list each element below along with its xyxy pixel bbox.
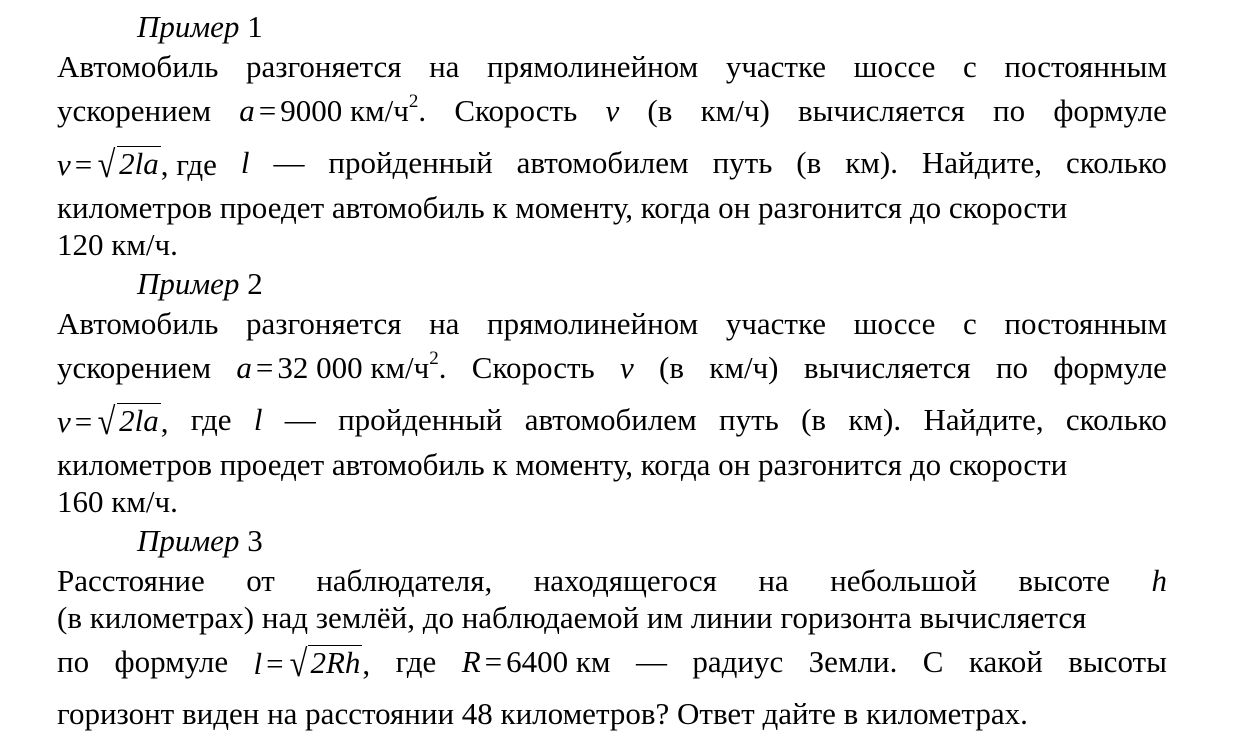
word: радиус — [692, 644, 784, 679]
word: автомобилем — [516, 145, 689, 180]
word: — — [635, 644, 667, 679]
word: Найдите, — [923, 402, 1044, 437]
var-l: l — [240, 145, 250, 180]
earth-radius-formula — [462, 644, 611, 680]
word: от — [246, 562, 275, 598]
radicand: 2la — [119, 146, 159, 182]
word: (в — [659, 350, 684, 385]
var-l: l — [253, 645, 263, 681]
example-1-title-num: 1 — [247, 9, 263, 44]
word: сколько — [1065, 402, 1167, 437]
word: Автомобиль — [57, 305, 219, 341]
word: разгоняется — [245, 305, 402, 341]
word: км/ч) — [700, 93, 770, 128]
word: на — [429, 305, 460, 341]
text-line: 120 км/ч. — [57, 226, 178, 262]
exponent: 2 — [408, 91, 419, 112]
example-2-line-4 — [57, 446, 1167, 483]
example-3-line-2 — [57, 599, 1167, 636]
square-root — [96, 400, 160, 443]
word: — — [284, 402, 316, 437]
example-3-title-num: 3 — [247, 523, 263, 558]
word: высоты — [1068, 644, 1167, 679]
example-1-title-word: Пример — [137, 9, 240, 44]
word: шоссе — [853, 48, 936, 84]
var-h: h — [1151, 562, 1167, 598]
word: автомобилем — [524, 402, 697, 437]
word: на — [758, 562, 789, 598]
word: высоте — [1018, 562, 1110, 598]
word: участке — [725, 305, 827, 341]
word: (в — [796, 145, 822, 180]
example-2-line-2 — [57, 342, 1167, 394]
text-line: километров проедет автомобиль к моменту, когда он разгонится до скорости — [57, 189, 1068, 225]
word: пройденный — [328, 145, 493, 180]
word: вычисляется — [803, 350, 971, 385]
word: С — [922, 644, 944, 679]
word: какой — [968, 644, 1043, 679]
word: км). — [848, 402, 902, 437]
word: (в — [647, 93, 673, 128]
word: пройденный — [338, 402, 503, 437]
acceleration-formula: a = 9000 $км/ч^2$. — [239, 91, 427, 128]
example-1-line-1 — [57, 48, 1167, 85]
word: сколько — [1065, 145, 1167, 180]
var-l: l — [253, 402, 263, 437]
word: разгоняется — [245, 48, 402, 84]
text-line: 160 км/ч. — [57, 483, 178, 519]
equals-sign: = — [258, 93, 277, 128]
word: путь — [712, 145, 773, 180]
equals-sign: = — [484, 644, 503, 679]
word: , — [362, 645, 371, 681]
radicand: 2Rh — [310, 645, 361, 681]
word: небольшой — [830, 562, 977, 598]
var-v: v — [619, 350, 634, 385]
text-line: километров проедет автомобиль к моменту, когда он разгонится до скорости — [57, 446, 1068, 482]
example-3-line-1 — [57, 562, 1167, 599]
acceleration-value: 32 000 км/ч — [277, 350, 430, 385]
equals-sign: = — [266, 645, 284, 681]
word: наблюдателя, — [316, 562, 493, 598]
word: Расстояние — [57, 562, 205, 598]
word: км). — [845, 145, 898, 180]
example-1-line-2 — [57, 85, 1167, 137]
word: формуле — [1053, 93, 1167, 128]
word: шоссе — [853, 305, 936, 341]
word: Земли. — [808, 644, 898, 679]
equals-sign: = — [74, 403, 93, 439]
example-2-title-word: Пример — [137, 266, 240, 301]
text-line: горизонт виден на расстоянии 48 километров? Ответ дайте в километрах. — [57, 696, 1028, 731]
acceleration-formula: a = 32 000 $км/ч^2$. — [236, 348, 447, 385]
example-1-heading — [57, 6, 1167, 48]
example-2-line-5 — [57, 483, 1167, 520]
radicand: 2la — [119, 403, 159, 439]
radius-value: 6400 км — [506, 644, 611, 679]
word: вычисляется — [798, 93, 965, 128]
word: на — [429, 48, 460, 84]
example-2-line-1 — [57, 305, 1167, 342]
word: по — [993, 93, 1026, 128]
radical-sign-icon: √ — [97, 143, 116, 186]
acceleration-value: 9000 км/ч — [280, 93, 409, 128]
example-1-line-5 — [57, 226, 1167, 263]
example-3-line-3 — [57, 636, 1167, 688]
var-v: v — [605, 93, 620, 128]
word: Найдите, — [921, 145, 1043, 180]
word: путь — [719, 402, 779, 437]
word: с — [963, 48, 977, 84]
word: постоянным — [1004, 305, 1167, 341]
word: постоянным — [1004, 48, 1167, 84]
word: прямолинейном — [487, 305, 699, 341]
horizon-formula — [253, 642, 371, 685]
example-1-line-4 — [57, 189, 1167, 226]
word: , — [160, 403, 169, 439]
word: — — [273, 145, 305, 180]
word: ускорением — [57, 350, 212, 385]
example-2-heading — [57, 263, 1167, 305]
radical-sign-icon: √ — [289, 642, 307, 685]
word: формуле — [1053, 350, 1167, 385]
square-root — [288, 642, 363, 685]
word: формуле — [114, 644, 229, 679]
document-page — [57, 0, 1167, 740]
square-root — [96, 143, 160, 186]
word: по — [995, 350, 1029, 385]
radical-sign-icon: √ — [97, 400, 116, 443]
word: находящегося — [533, 562, 717, 598]
word: ускорением — [57, 93, 212, 128]
word: , где — [160, 146, 217, 182]
word: км/ч) — [709, 350, 779, 385]
text-line: (в километрах) над землёй, до наблюдаемой им линии горизонта вычисляется — [57, 599, 1087, 635]
var-R: R — [461, 644, 481, 679]
word: где — [190, 402, 232, 437]
example-1-line-3 — [57, 137, 1167, 189]
speed-formula — [57, 143, 217, 186]
exponent: 2 — [429, 348, 439, 369]
var-v: v — [57, 146, 71, 182]
word: (в — [801, 402, 827, 437]
word: Скорость — [471, 350, 595, 385]
word: участке — [725, 48, 827, 84]
word: где — [395, 644, 437, 679]
speed-formula — [57, 400, 169, 443]
word: Автомобиль — [57, 48, 219, 84]
word: по — [57, 644, 90, 679]
word: с — [963, 305, 977, 341]
example-2-title-num: 2 — [247, 266, 263, 301]
var-a: a — [236, 350, 252, 385]
example-2-line-3 — [57, 394, 1167, 446]
example-3-title-word: Пример — [137, 523, 240, 558]
word: Скорость — [454, 93, 578, 128]
equals-sign: = — [74, 146, 93, 182]
equals-sign: = — [255, 350, 274, 385]
example-3-line-4 — [57, 688, 1167, 740]
word: прямолинейном — [487, 48, 699, 84]
var-v: v — [57, 403, 71, 439]
var-a: a — [239, 93, 255, 128]
example-3-heading — [57, 520, 1167, 562]
